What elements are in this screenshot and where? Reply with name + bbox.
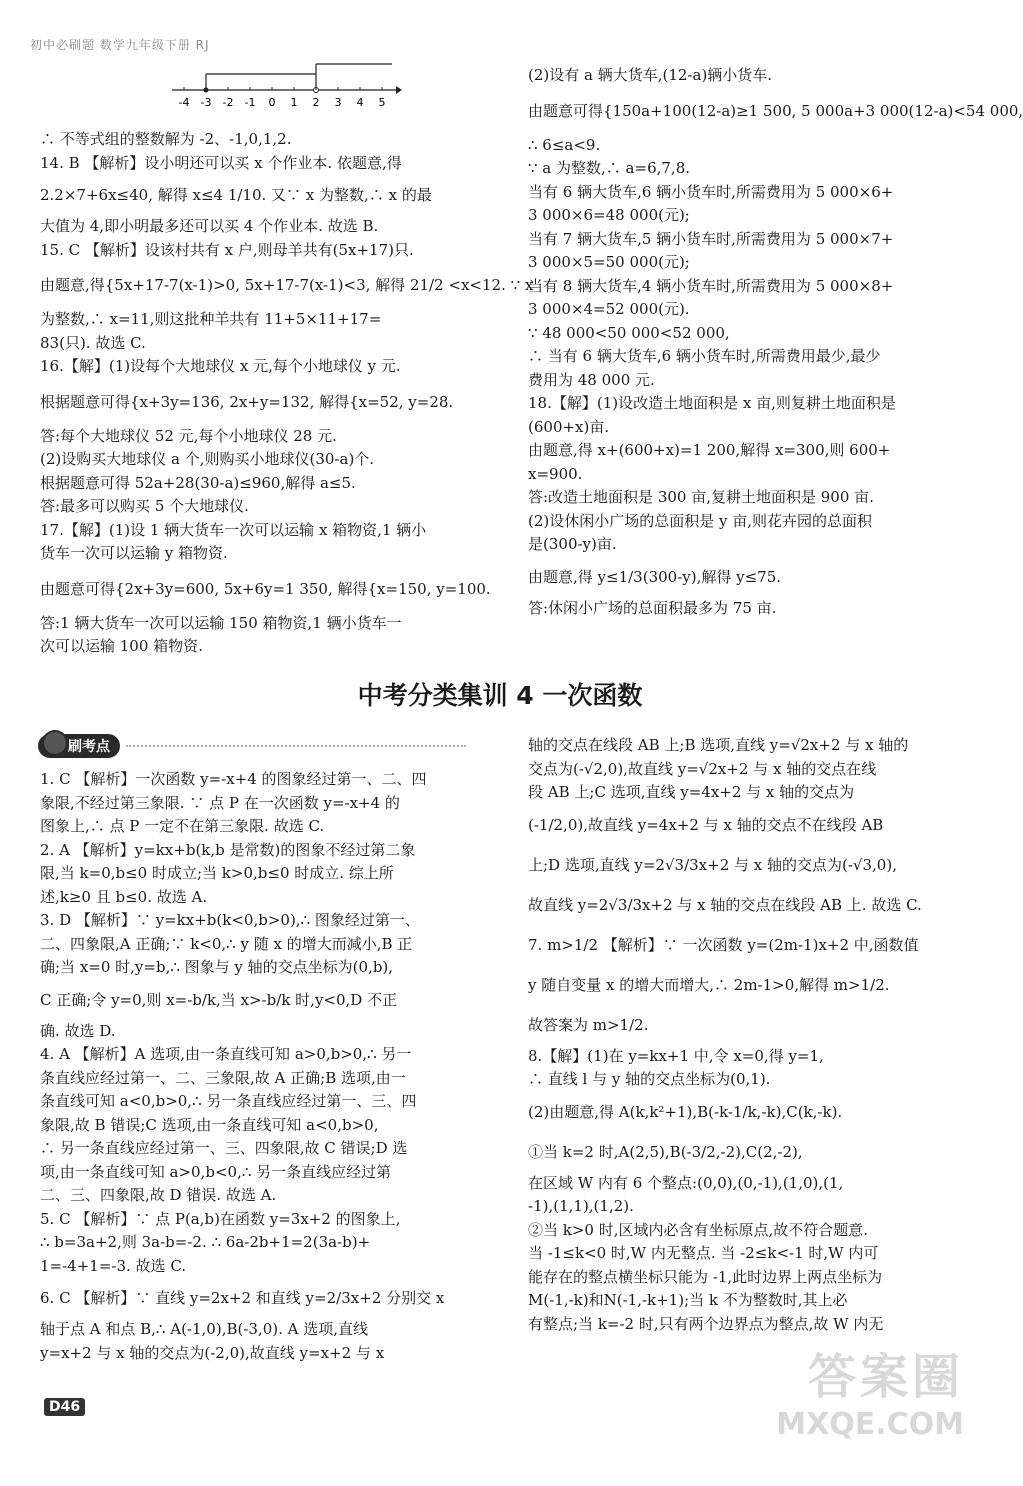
tick-label: 5: [378, 96, 386, 109]
text-line: 二、四象限,A 正确;∵ k<0,∴ y 随 x 的增大而减小,B 正: [40, 934, 413, 953]
text-line: (600+x)亩.: [528, 417, 610, 436]
tick-label: 0: [268, 96, 276, 109]
text-line: 由题意,得 y≤1/3(300-y),解得 y≤75.: [528, 567, 782, 586]
text-line: 交点为(-√2,0),故直线 y=√2x+2 与 x 轴的交点在线: [528, 759, 877, 778]
badge-pill: [38, 734, 120, 758]
section-title: 中考分类集训 4 一次函数: [357, 681, 643, 710]
text-line: 1. C 【解析】一次函数 y=-x+4 的图象经过第一、二、四: [40, 770, 427, 788]
text-line: 答:1 辆大货车一次可以运输 150 箱物资,1 辆小货车一: [40, 613, 402, 632]
text-line: 限,当 k=0,b≤0 时成立;当 k>0,b≤0 时成立. 综上所: [40, 864, 394, 882]
text-line: 答:改造土地面积是 300 亩,复耕土地面积是 900 亩.: [528, 488, 874, 506]
text-line: (2)由题意,得 A(k,k²+1),B(-k-1/k,-k),C(k,-k).: [528, 1102, 843, 1121]
text-line: (2)设有 a 辆大货车,(12-a)辆小货车.: [528, 66, 773, 84]
text-line: 费用为 48 000 元.: [528, 370, 655, 389]
text-line: ∴ 当有 6 辆大货车,6 辆小货车时,所需费用最少,最少: [528, 347, 881, 365]
text-line: ∵ 48 000<50 000<52 000,: [528, 323, 730, 342]
tick-label: -4: [178, 96, 190, 109]
text-line: y=x+2 与 x 轴的交点为(-2,0),故直线 y=x+2 与 x: [40, 1343, 385, 1362]
text-line: 5. C 【解析】∵ 点 P(a,b)在函数 y=3x+2 的图象上,: [40, 1209, 401, 1228]
text-line: 1=-4+1=-3. 故选 C.: [40, 1256, 187, 1275]
text-line: y 随自变量 x 的增大而增大,∴ 2m-1>0,解得 m>1/2.: [528, 975, 890, 994]
watermark-logo: [776, 1338, 964, 1442]
text-line: ①当 k=2 时,A(2,5),B(-3/2,-2),C(2,-2),: [528, 1142, 803, 1161]
text-line: 答:最多可以购买 5 个大地球仪.: [40, 497, 249, 515]
text-line: 83(只). 故选 C.: [40, 333, 146, 352]
text-line: 象限,不经过第三象限. ∵ 点 P 在一次函数 y=-x+4 的: [40, 793, 400, 812]
left-column-bottom: [40, 768, 500, 1365]
text-line: 2.2×7+6x≤40, 解得 x≤4 1/10. 又∵ x 为整数,∴ x 的最: [40, 186, 432, 204]
text-line: ∴ b=3a+2,则 3a-b=-2. ∴ 6a-2b+1=2(3a-b)+: [40, 1233, 371, 1251]
text-line: 条直线应经过第一、二、三象限,故 A 正确;B 选项,由一: [40, 1068, 406, 1087]
tick-label: -3: [200, 96, 212, 109]
text-line: 轴的交点在线段 AB 上;B 选项,直线 y=√2x+2 与 x 轴的: [528, 736, 909, 754]
text-line: 16.【解】(1)设每个大地球仪 x 元,每个小地球仪 y 元.: [40, 357, 401, 375]
text-line: (-1/2,0),故直线 y=4x+2 与 x 轴的交点不在线段 AB: [528, 815, 884, 834]
text-line: (2)设购买大地球仪 a 个,则购买小地球仪(30-a)个.: [40, 450, 375, 468]
text-line: 次可以运输 100 箱物资.: [40, 637, 203, 655]
text-line: 项,由一条直线可知 a>0,b<0,∴ 另一条直线应经过第: [40, 1162, 392, 1181]
watermark-line2: MXQE.COM: [776, 1407, 964, 1442]
text-line: 轴于点 A 和点 B,∴ A(-1,0),B(-3,0). A 选项,直线: [40, 1320, 369, 1338]
text-line: 在区域 W 内有 6 个整点:(0,0),(0,-1),(1,0),(1,: [528, 1173, 844, 1192]
text-line: 根据题意可得 52a+28(30-a)≤960,解得 a≤5.: [40, 473, 356, 492]
text-line: 3 000×6=48 000(元);: [528, 206, 690, 224]
text-line: 能存在的整点横坐标只能为 -1,此时边界上两点坐标为: [528, 1267, 883, 1286]
page-number: D46: [44, 1398, 85, 1416]
text-line: 条直线可知 a<0,b>0,∴ 另一条直线应经过第一、三、四: [40, 1092, 417, 1110]
practice-badge: [38, 734, 466, 758]
text-line: 上;D 选项,直线 y=2√3/3x+2 与 x 轴的交点为(-√3,0),: [528, 855, 897, 874]
text-line: 答:休闲小广场的总面积最多为 75 亩.: [528, 598, 777, 617]
text-line: 是(300-y)亩.: [528, 535, 617, 553]
text-line: 为整数,∴ x=11,则这批种羊共有 11+5×11+17=: [40, 310, 382, 328]
text-line: 4. A 【解析】A 选项,由一条直线可知 a>0,b>0,∴ 另一: [40, 1045, 412, 1063]
tick-label: 4: [356, 96, 364, 109]
dotted-rule: [126, 745, 466, 747]
text-line: 有整点;当 k=-2 时,只有两个边界点为整点,故 W 内无: [528, 1314, 884, 1333]
number-line-figure: [170, 62, 402, 110]
text-line: 当有 7 辆大货车,5 辆小货车时,所需费用为 5 000×7+: [528, 229, 894, 248]
text-line: 大值为 4,即小明最多还可以买 4 个作业本. 故选 B.: [40, 217, 379, 235]
text-line: ②当 k>0 时,区域内必含有坐标原点,故不符合题意.: [528, 1220, 869, 1239]
text-line: 述,k≥0 且 b≤0. 故选 A.: [40, 887, 208, 906]
text-line: 由题意可得{150a+100(12-a)≥1 500, 5 000a+3 000(12-a)<54 000,: [528, 101, 1023, 120]
text-line: 答:每个大地球仪 52 元,每个小地球仪 28 元.: [40, 426, 337, 445]
text-line: 象限,故 B 错误;C 选项,由一条直线可知 a<0,b>0,: [40, 1115, 379, 1134]
text-line: 3 000×5=50 000(元);: [528, 253, 690, 271]
text-line: 由题意可得{2x+3y=600, 5x+6y=1 350, 解得{x=150, y=100.: [40, 579, 491, 598]
text-line: 货车一次可以运输 y 箱物资.: [40, 544, 228, 562]
right-column-top: [528, 64, 1023, 620]
text-line: 根据题意可得{x+3y=136, 2x+y=132, 解得{x=52, y=28.: [40, 392, 454, 411]
text-line: 故答案为 m>1/2.: [528, 1015, 649, 1034]
tick-label: 3: [334, 96, 342, 109]
text-line: 14. B 【解析】设小明还可以买 x 个作业本. 依题意,得: [40, 153, 402, 172]
tick-label: -1: [244, 96, 256, 109]
text-line: 17.【解】(1)设 1 辆大货车一次可以运输 x 箱物资,1 辆小: [40, 520, 427, 539]
running-header: 初中必刷题 数学九年级下册 RJ: [30, 38, 210, 52]
text-line: 3. D 【解析】∵ y=kx+b(k<0,b>0),∴ 图象经过第一、: [40, 911, 420, 929]
text-line: 当有 8 辆大货车,4 辆小货车时,所需费用为 5 000×8+: [528, 276, 894, 295]
text-line: 3 000×4=52 000(元).: [528, 300, 690, 318]
text-line: 8.【解】(1)在 y=kx+1 中,令 x=0,得 y=1,: [528, 1046, 824, 1065]
text-line: 确;当 x=0 时,y=b,∴ 图象与 y 轴的交点坐标为(0,b),: [40, 958, 394, 976]
text-line: M(-1,-k)和N(-1,-k+1);当 k 不为整数时,其上必: [528, 1291, 848, 1309]
text-line: -1),(1,1),(1,2).: [528, 1197, 634, 1215]
text-line: ∵ a 为整数,∴ a=6,7,8.: [528, 159, 691, 177]
text-line: 6. C 【解析】∵ 直线 y=2x+2 和直线 y=2/3x+2 分别交 x: [40, 1289, 445, 1307]
text-line: 当 -1≤k<0 时,W 内无整点. 当 -2≤k<-1 时,W 内可: [528, 1244, 879, 1262]
badge-label: 刷考点: [68, 739, 110, 755]
text-line: 确. 故选 D.: [40, 1021, 116, 1040]
text-line: C 正确;令 y=0,则 x=-b/k,当 x>-b/k 时,y<0,D 不正: [40, 990, 398, 1009]
watermark-line1: 答案圈: [807, 1349, 964, 1405]
tick-label: -2: [222, 96, 234, 109]
text-line: 2. A 【解析】y=kx+b(k,b 是常数)的图象不经过第二象: [40, 840, 416, 859]
text-line: ∴ 另一条直线应经过第一、三、四象限,故 C 错误;D 选: [40, 1139, 408, 1157]
text-line: ∴ 直线 l 与 y 轴的交点坐标为(0,1).: [528, 1070, 771, 1088]
pen-icon: [42, 730, 68, 756]
text-line: 故直线 y=2√3/3x+2 与 x 轴的交点在线段 AB 上. 故选 C.: [528, 895, 922, 914]
text-line: 图象上,∴ 点 P 一定不在第三象限. 故选 C.: [40, 817, 325, 835]
text-line: 由题意,得{5x+17-7(x-1)>0, 5x+17-7(x-1)<3, 解得 21/2 <x<12. ∵ x: [40, 276, 534, 294]
text-line: x=900.: [528, 464, 583, 483]
text-line: 18.【解】(1)设改造土地面积是 x 亩,则复耕土地面积是: [528, 394, 896, 412]
right-column-bottom: [528, 734, 968, 1336]
text-line: 15. C 【解析】设该村共有 x 户,则母羊共有(5x+17)只.: [40, 240, 414, 259]
text-line: ∴ 6≤a<9.: [528, 135, 601, 154]
text-line: 当有 6 辆大货车,6 辆小货车时,所需费用为 5 000×6+: [528, 182, 894, 201]
tick-label: 1: [290, 96, 298, 109]
text-line: 段 AB 上;C 选项,直线 y=4x+2 与 x 轴的交点为: [528, 783, 855, 801]
tick-label: 2: [312, 96, 320, 109]
text-line: 7. m>1/2 【解析】∵ 一次函数 y=(2m-1)x+2 中,函数值: [528, 935, 919, 954]
text-line: 二、三、四象限,故 D 错误. 故选 A.: [40, 1186, 277, 1204]
text-line: (2)设休闲小广场的总面积是 y 亩,则花卉园的总面积: [528, 511, 873, 530]
left-column-top: [40, 128, 534, 659]
text-line: ∴ 不等式组的整数解为 -2、-1,0,1,2.: [40, 130, 292, 148]
text-line: 由题意,得 x+(600+x)=1 200,解得 x=300,则 600+: [528, 441, 891, 459]
